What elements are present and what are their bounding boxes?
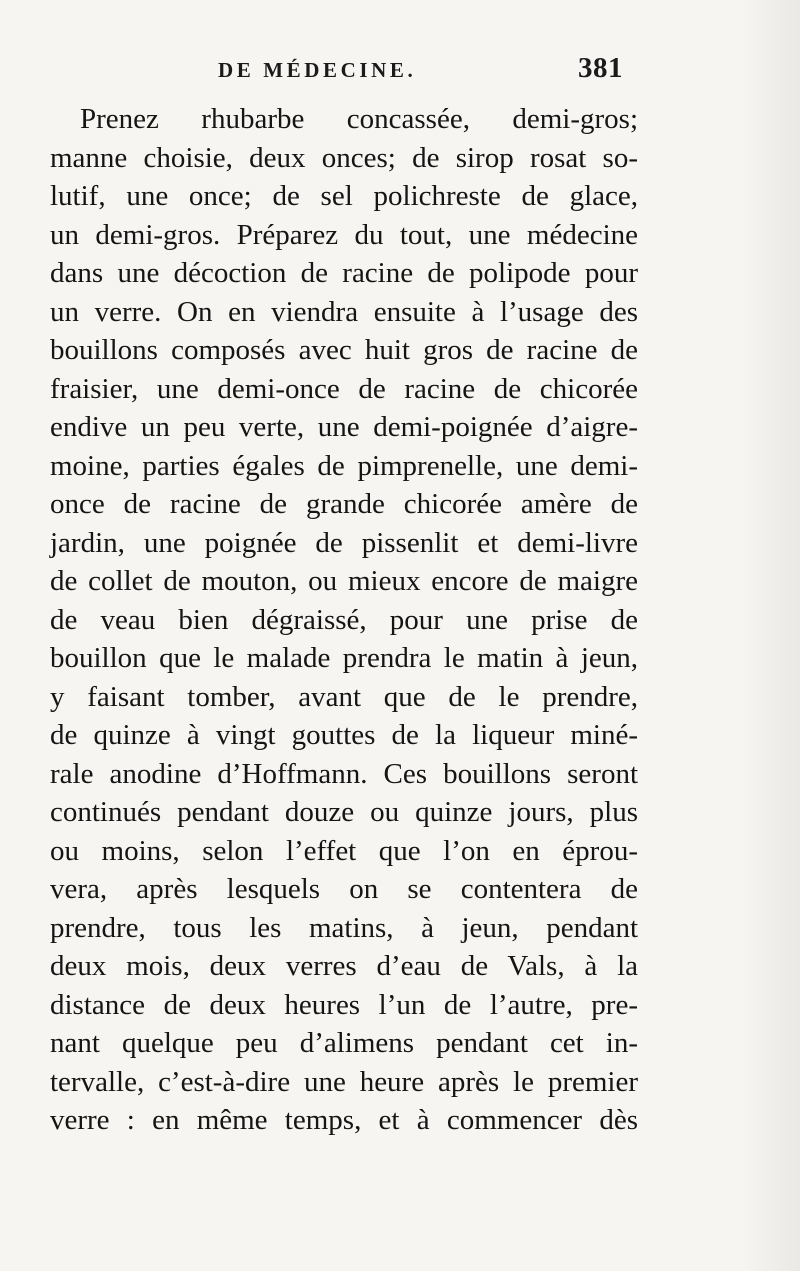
text-line: y faisant tomber, avant que de le prendre, [50, 680, 638, 713]
text-line: fraisier, une demi-once de racine de chicorée [50, 372, 638, 405]
text-line: distance de deux heures l’un de l’autre, pre- [50, 988, 638, 1021]
text-line: de veau bien dégraissé, pour une prise de [50, 603, 638, 636]
running-title: DE MÉDECINE. [218, 58, 417, 82]
text-line: bouillons composés avec huit gros de racine de [50, 334, 638, 366]
text-line: de collet de mouton, ou mieux encore de maigre [50, 565, 638, 597]
text-line: ou moins, selon l’effet que l’on en éprou- [50, 834, 638, 867]
text-line: vera, après lesquels on se contentera de [50, 873, 638, 905]
page-number: 381 [578, 52, 623, 84]
text-line: un verre. On en viendra ensuite à l’usage des [50, 295, 638, 328]
text-line: moine, parties égales de pimprenelle, une demi- [50, 449, 638, 482]
text-line: deux mois, deux verres d’eau de Vals, à la [50, 950, 638, 982]
text-line: dans une décoction de racine de polipode pour [50, 257, 638, 289]
text-line: rale anodine d’Hoffmann. Ces bouillons seront [50, 757, 638, 790]
text-line: un demi-gros. Préparez du tout, une médecine [50, 218, 638, 251]
body-text [50, 100, 638, 1140]
text-line: Prenez rhubarbe concassée, demi-gros; [80, 103, 638, 135]
text-line: lutif, une once; de sel polichreste de glace, [50, 180, 638, 212]
text-line: de quinze à vingt gouttes de la liqueur miné- [50, 719, 638, 751]
text-line: tervalle, c’est-à-dire une heure après le premier [50, 1065, 638, 1098]
text-line: once de racine de grande chicorée amère de [50, 488, 638, 520]
running-head [0, 52, 800, 92]
text-line: bouillon que le malade prendra le matin à jeun, [50, 642, 638, 674]
text-line: prendre, tous les matins, à jeun, pendant [50, 911, 638, 944]
text-line: endive un peu verte, une demi-poignée d’aigre- [50, 411, 638, 443]
text-line: jardin, une poignée de pissenlit et demi-livre [50, 526, 638, 559]
text-line: nant quelque peu d’alimens pendant cet in- [50, 1027, 638, 1059]
text-line: continués pendant douze ou quinze jours, plus [50, 796, 638, 828]
text-line: verre : en même temps, et à commencer dès [50, 1104, 638, 1136]
text-line: manne choisie, deux onces; de sirop rosat so- [50, 141, 638, 174]
